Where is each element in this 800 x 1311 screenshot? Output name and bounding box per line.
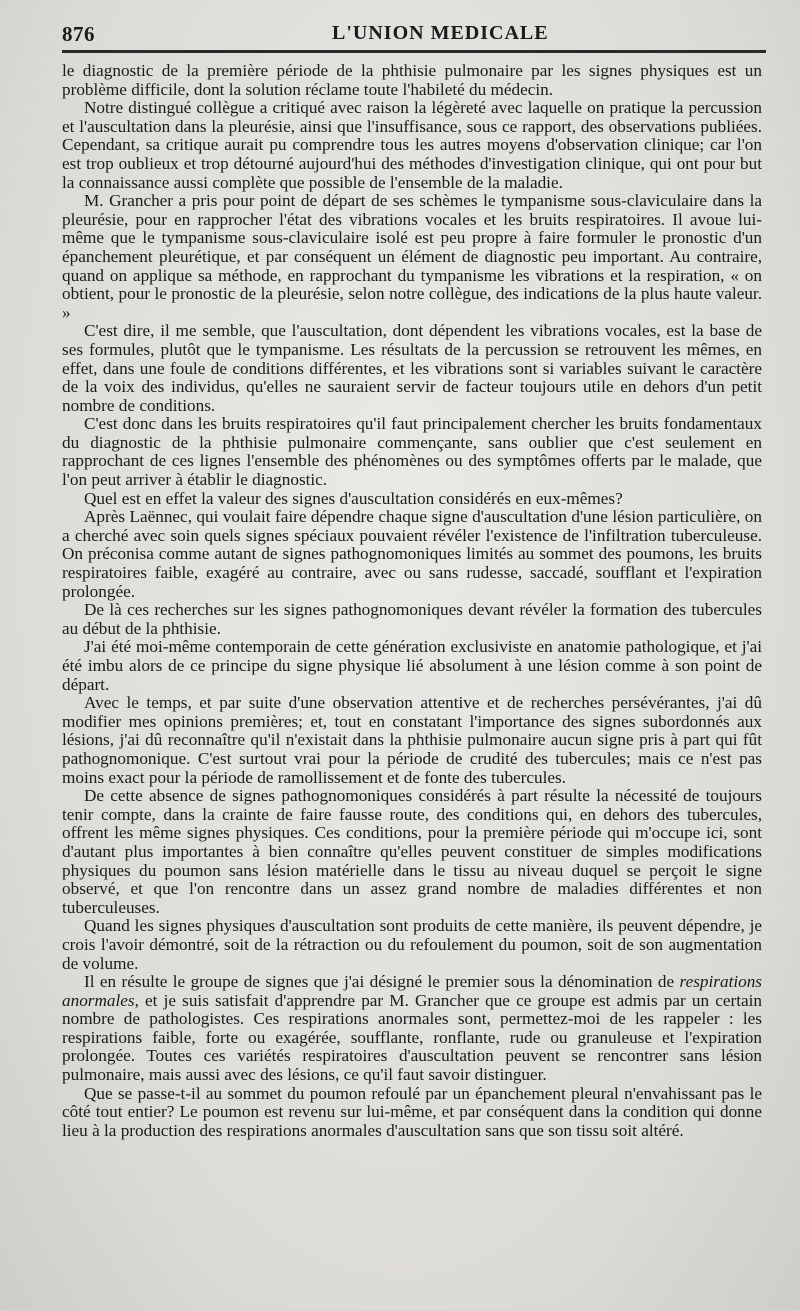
paragraph: De cette absence de signes pathognomoniques considérés à part résulte la nécessité de toujours tenir compte, dans la crainte de faire fausse route, des conditions qui, en dehors des tubercules, offrent les même signes physiques. Ces conditions, pour la première période qui m'occupe ici, sont d'autant plus importantes à bien connaître qu'elles peuvent constituer de simples modifications physiques du poumon sans lésion matérielle dans le tissu au niveau duquel se perçoit le signe observé, et que l'on rencontre dans un assez grand nombre de maladies différentes et non tuberculeuses. xyxy=(62,786,762,917)
header-rule xyxy=(62,50,766,53)
paragraph: Après Laënnec, qui voulait faire dépendre chaque signe d'auscultation d'une lésion particulière, on a cherché avec soin quels signes spéciaux pouvaient révéler l'existence de l'infiltration tuberculeuse. On préconisa comme autant de signes pathognomoniques limités au sommet des poumons, les bruits respiratoires faible, exagéré au contraire, avec ou sans rudesse, saccadé, soufflant et l'expiration prolongée. xyxy=(62,507,762,601)
paragraph: Avec le temps, et par suite d'une observation attentive et de recherches persévérantes, j'ai dû modifier mes opinions premières; et, tout en constatant l'importance des signes subordonnés aux lésions, j'ai dû reconnaître qu'il n'existait dans la phthisie pulmonaire aucun signe pris à part qui fût pathognomonique. C'est surtout vrai pour la période de crudité des tubercules; mais ce n'est pas moins exact pour la période de ramollissement et de fonte des tubercules. xyxy=(62,693,762,787)
page-header xyxy=(62,16,762,48)
paragraph: M. Grancher a pris pour point de départ de ses schèmes le tympanisme sous-claviculaire dans la pleurésie, pour en rapprocher l'état des vibrations vocales et les bruits respiratoires. Il avoue lui-même que le tympanisme sous-claviculaire isolé est peu propre à faire formuler le pronostic d'un épanchement pleurétique, et par conséquent un élément de diagnostic peu important. Au contraire, quand on applique sa méthode, en rapprochant du tympanisme les vibrations et la respiration, « on obtient, pour le pronostic de la pleurésie, selon notre collègue, des indications de la plus haute valeur. » xyxy=(62,191,762,322)
paragraph: Quel est en effet la valeur des signes d'auscultation considérés en eux-mêmes? xyxy=(84,488,623,508)
paragraph: J'ai été moi-même contemporain de cette génération exclusiviste en anatomie pathologique, et j'ai été imbu alors de ce principe du signe physique lié absolument à une lésion comme à son point de départ. xyxy=(62,637,762,694)
paragraph: le diagnostic de la première période de la phthisie pulmonaire par les signes physiques est un problème difficile, dont la solution réclame toute l'habileté du médecin. xyxy=(62,61,762,99)
paragraph: C'est dire, il me semble, que l'auscultation, dont dépendent les vibrations vocales, est la base de ses formules, plutôt que le tympanisme. Les résultats de la percussion se retrouvent les mêmes, en effet, dans une foule de conditions différentes, et les vibrations sont si variables suivant le caractère de la voix des individus, qu'elles ne sauraient servir de facteur toujours utile en dehors d'un petit nombre de conditions. xyxy=(62,321,762,415)
paragraph-text: Il en résulte le groupe de signes que j'ai désigné le premier sous la dénomination de xyxy=(84,972,680,992)
paragraph: Quand les signes physiques d'auscultation sont produits de cette manière, ils peuvent dépendre, je crois l'avoir démontré, soit de la rétraction ou du refoulement du poumon, soit de son augmentation de volume. xyxy=(62,916,762,973)
paragraph: De là ces recherches sur les signes pathognomoniques devant révéler la formation des tubercules au début de la phthisie. xyxy=(62,600,762,638)
paragraph-text: , et je suis satisfait d'apprendre par M. Grancher que ce groupe est admis par un certain nombre de pathologistes. Ces respirations anormales sont, permettez-moi de les rappeler : les respirations faible, forte ou exagérée, soufflante, ronflante, rude ou granuleuse et l'expiration prolongée. Toutes ces variétés respiratoires d'auscultation peuvent se rencontrer sans lésion pulmonaire, mais aussi avec des lésions, ce qu'il faut savoir distinguer. xyxy=(62,990,762,1085)
paragraph: Que se passe-t-il au sommet du poumon refoulé par un épanchement pleural n'envahissant pas le côté tout entier? Le poumon est revenu sur lui-même, et par conséquent dans la condition qui donne lieu à la production des respirations anormales d'auscultation sans que son tissu soit altéré. xyxy=(62,1083,762,1140)
paragraph-respirations-anormales xyxy=(62,973,762,1085)
paragraph: Notre distingué collègue a critiqué avec raison la légèreté avec laquelle on pratique la percussion et l'auscultation dans la pleurésie, ainsi que l'insuffisance, sous ce rapport, des observations publiées. Cependant, sa critique aurait pu comprendre tous les autres moyens d'observation clinique; car l'on est trop oublieux et trop détourné aujourd'hui des méthodes d'investigation clinique, qui ont pour but la connaissance aussi complète que possible de l'ensemble de la maladie. xyxy=(62,98,762,192)
page-number: 876 xyxy=(62,22,95,46)
italic-term: respirations anormales xyxy=(62,972,762,1010)
paragraph: C'est donc dans les bruits respiratoires qu'il faut principalement chercher les bruits fondamentaux du diagnostic de la phthisie pulmonaire commençante, sans oublier que c'est seulement en rapprochant de ces lignes l'ensemble des phénomènes ou des symptômes offerts par le malade, que l'on peut arriver à établir le diagnostic. xyxy=(62,414,762,490)
article-body xyxy=(62,62,762,1140)
running-title: L'UNION MEDICALE xyxy=(332,22,549,44)
